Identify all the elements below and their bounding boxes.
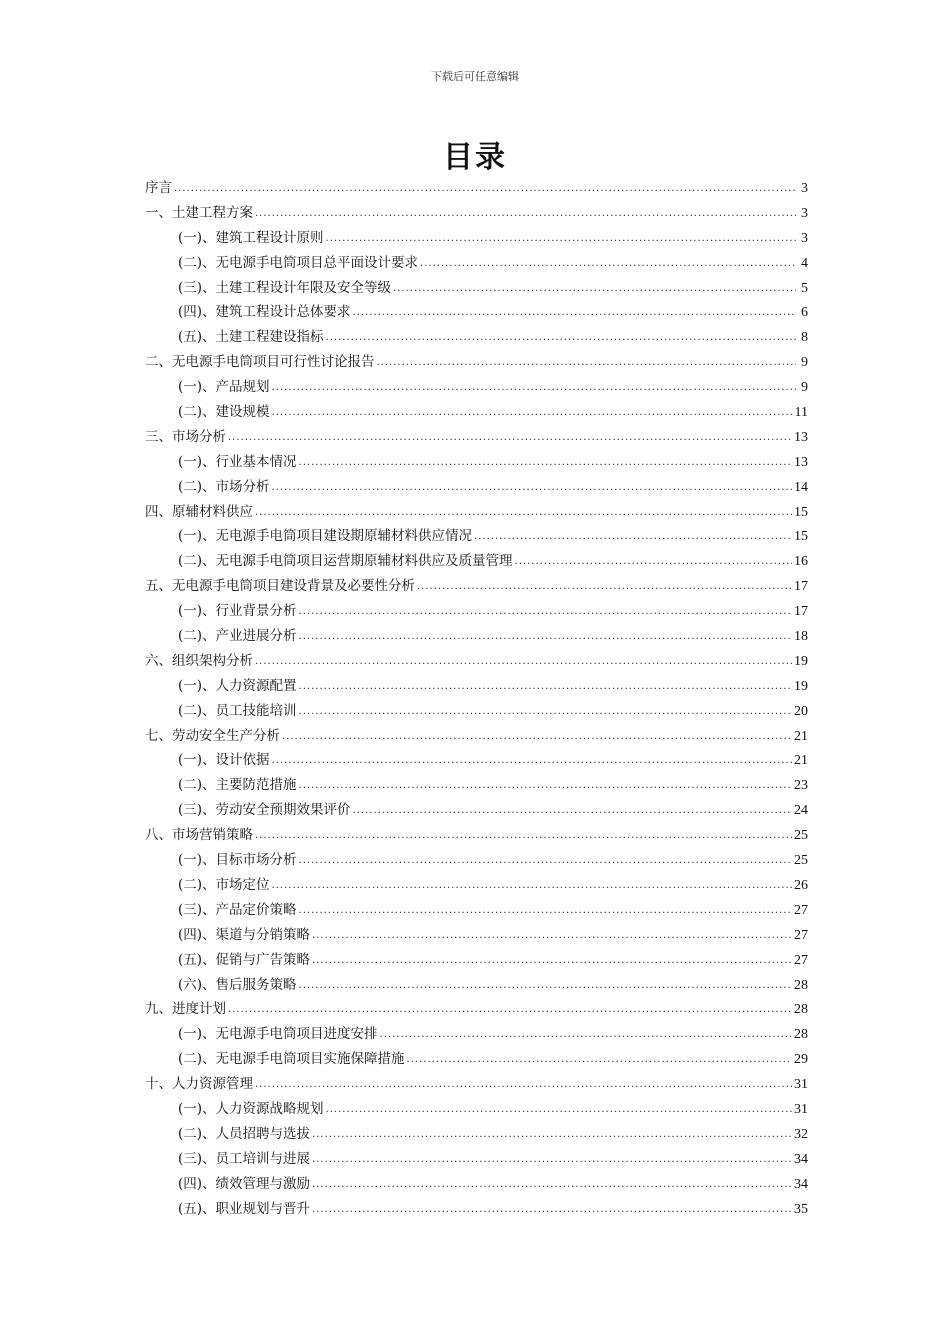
toc-entry-page-number: 27 <box>794 952 808 968</box>
toc-entry-title: (二)、市场定位 <box>178 876 270 893</box>
toc-entry[interactable] <box>145 375 808 400</box>
toc-entry[interactable] <box>145 1122 808 1147</box>
toc-dot-leader <box>299 700 792 725</box>
toc-entry-page-number: 34 <box>794 1176 808 1192</box>
toc-dot-leader <box>272 376 796 401</box>
toc-entry-title: (二)、无电源手电筒项目实施保障措施 <box>178 1051 405 1068</box>
table-of-contents <box>145 176 808 1221</box>
toc-dot-leader <box>299 600 792 625</box>
toc-dot-leader <box>353 799 792 824</box>
toc-dot-leader <box>282 725 792 750</box>
toc-dot-leader <box>299 774 792 799</box>
toc-entry[interactable] <box>145 973 808 998</box>
toc-entry-title: (一)、设计依据 <box>178 752 270 769</box>
toc-entry-page-number: 27 <box>794 902 808 918</box>
toc-entry-page-number: 17 <box>794 579 808 595</box>
toc-entry-title: (二)、人员招聘与选拔 <box>178 1125 311 1142</box>
toc-entry-page-number: 32 <box>794 1126 808 1142</box>
toc-entry[interactable] <box>145 1172 808 1197</box>
toc-dot-leader <box>420 252 796 277</box>
toc-entry-title: (一)、无电源手电筒项目建设期原辅材料供应情况 <box>178 528 473 545</box>
toc-entry-page-number: 14 <box>794 479 808 495</box>
toc-dot-leader <box>393 277 796 302</box>
toc-entry-page-number: 28 <box>794 1002 808 1018</box>
toc-entry[interactable] <box>145 251 808 276</box>
toc-entry-page-number: 13 <box>794 454 808 470</box>
toc-entry-title: (一)、行业基本情况 <box>178 453 297 470</box>
page-header: 下载后可任意编辑 <box>431 70 519 83</box>
toc-dot-leader <box>272 401 793 426</box>
toc-dot-leader <box>417 575 792 600</box>
toc-entry-page-number: 31 <box>794 1077 808 1093</box>
toc-dot-leader <box>312 1173 792 1198</box>
toc-entry[interactable] <box>145 475 808 500</box>
toc-entry[interactable] <box>145 549 808 574</box>
toc-entry-page-number: 8 <box>801 330 808 346</box>
toc-entry-title: (一)、人力资源配置 <box>178 677 297 694</box>
toc-entry-page-number: 31 <box>794 1101 808 1117</box>
toc-dot-leader <box>255 824 792 849</box>
toc-entry[interactable] <box>145 300 808 325</box>
toc-entry-title: 三、市场分析 <box>145 428 226 445</box>
toc-entry-page-number: 28 <box>794 1027 808 1043</box>
toc-entry-page-number: 19 <box>794 653 808 669</box>
toc-entry-title: (四)、渠道与分销策略 <box>178 926 311 943</box>
toc-dot-leader <box>299 625 792 650</box>
toc-entry[interactable] <box>145 599 808 624</box>
toc-entry[interactable] <box>145 674 808 699</box>
toc-entry[interactable] <box>145 873 808 898</box>
toc-entry-title: (一)、目标市场分析 <box>178 852 297 869</box>
toc-entry[interactable] <box>145 1147 808 1172</box>
toc-entry-page-number: 9 <box>801 355 808 371</box>
toc-entry-title: (一)、人力资源战略规划 <box>178 1100 324 1117</box>
toc-entry[interactable] <box>145 276 808 301</box>
toc-entry-title: 二、无电源手电筒项目可行性讨论报告 <box>145 354 375 371</box>
toc-entry-page-number: 6 <box>801 305 808 321</box>
toc-dot-leader <box>312 949 792 974</box>
toc-dot-leader <box>272 476 792 501</box>
toc-dot-leader <box>255 202 796 227</box>
toc-entry-page-number: 34 <box>794 1151 808 1167</box>
toc-entry-page-number: 17 <box>794 604 808 620</box>
toc-entry[interactable] <box>145 176 808 201</box>
toc-entry-page-number: 21 <box>794 728 808 744</box>
toc-entry-page-number: 3 <box>801 205 808 221</box>
toc-entry[interactable] <box>145 923 808 948</box>
toc-entry-page-number: 19 <box>794 678 808 694</box>
toc-entry-page-number: 27 <box>794 927 808 943</box>
toc-entry-page-number: 13 <box>794 429 808 445</box>
toc-dot-leader <box>255 650 792 675</box>
toc-entry[interactable] <box>145 773 808 798</box>
toc-entry-page-number: 29 <box>794 1052 808 1068</box>
toc-entry[interactable] <box>145 649 808 674</box>
toc-entry-title: 八、市场营销策略 <box>145 827 253 844</box>
toc-entry-page-number: 26 <box>794 877 808 893</box>
toc-entry-page-number: 11 <box>794 405 808 421</box>
toc-dot-leader <box>299 675 792 700</box>
toc-entry-page-number: 20 <box>794 703 808 719</box>
toc-dot-leader <box>312 1198 792 1223</box>
toc-entry[interactable] <box>145 350 808 375</box>
toc-entry-page-number: 3 <box>801 181 808 196</box>
toc-dot-leader <box>312 1148 792 1173</box>
toc-entry-title: (四)、绩效管理与激励 <box>178 1175 311 1192</box>
toc-entry-page-number: 35 <box>794 1201 808 1217</box>
toc-dot-leader <box>255 1073 792 1098</box>
toc-entry[interactable] <box>145 624 808 649</box>
toc-entry-title: (一)、产品规划 <box>178 379 270 396</box>
toc-entry-title: 十、人力资源管理 <box>145 1076 253 1093</box>
toc-entry-title: (五)、促销与广告策略 <box>178 951 311 968</box>
toc-dot-leader <box>228 426 792 451</box>
toc-entry-title: 九、进度计划 <box>145 1001 226 1018</box>
toc-entry-title: (三)、产品定价策略 <box>178 901 297 918</box>
toc-entry[interactable] <box>145 226 808 251</box>
toc-dot-leader <box>377 351 797 376</box>
toc-dot-leader <box>515 550 792 575</box>
toc-dot-leader <box>312 924 792 949</box>
toc-dot-leader <box>326 326 796 351</box>
toc-entry-page-number: 28 <box>794 977 808 993</box>
toc-dot-leader <box>380 1023 792 1048</box>
toc-dot-leader <box>326 1098 792 1123</box>
toc-entry[interactable] <box>145 1072 808 1097</box>
toc-dot-leader <box>474 525 792 550</box>
toc-entry-title: 一、土建工程方案 <box>145 204 253 221</box>
toc-dot-leader <box>228 998 792 1023</box>
toc-dot-leader <box>407 1048 792 1073</box>
toc-entry[interactable] <box>145 201 808 226</box>
toc-entry-title: (五)、职业规划与晋升 <box>178 1200 311 1217</box>
toc-dot-leader <box>255 501 792 526</box>
toc-entry-page-number: 25 <box>794 828 808 844</box>
toc-entry-title: (三)、土建工程设计年限及安全等级 <box>178 279 392 296</box>
toc-entry[interactable] <box>145 1047 808 1072</box>
toc-dot-leader <box>299 974 792 999</box>
toc-entry[interactable] <box>145 699 808 724</box>
toc-entry[interactable] <box>145 450 808 475</box>
toc-entry-title: (二)、建设规模 <box>178 404 270 421</box>
toc-entry[interactable] <box>145 425 808 450</box>
toc-entry[interactable] <box>145 898 808 923</box>
toc-entry-page-number: 15 <box>794 529 808 545</box>
toc-dot-leader <box>299 451 792 476</box>
toc-entry-title: (一)、无电源手电筒项目进度安排 <box>178 1026 378 1043</box>
toc-entry-page-number: 5 <box>801 280 808 296</box>
toc-dot-leader <box>353 301 796 326</box>
toc-entry-page-number: 4 <box>801 255 808 271</box>
toc-entry-title: (二)、产业进展分析 <box>178 628 297 645</box>
toc-entry-title: (二)、市场分析 <box>178 478 270 495</box>
toc-entry[interactable] <box>145 1197 808 1222</box>
toc-entry[interactable] <box>145 1022 808 1047</box>
toc-entry-title: 五、无电源手电筒项目建设背景及必要性分析 <box>145 578 415 595</box>
toc-dot-leader <box>312 1123 792 1148</box>
toc-entry-page-number: 9 <box>801 380 808 396</box>
toc-entry[interactable] <box>145 948 808 973</box>
toc-entry-title: (五)、土建工程建设指标 <box>178 329 324 346</box>
toc-entry-title: (二)、主要防范措施 <box>178 777 297 794</box>
toc-entry[interactable] <box>145 748 808 773</box>
toc-entry-title: (三)、劳动安全预期效果评价 <box>178 802 351 819</box>
toc-entry-title: (二)、员工技能培训 <box>178 702 297 719</box>
toc-entry[interactable] <box>145 848 808 873</box>
toc-entry-page-number: 18 <box>794 629 808 645</box>
toc-entry-page-number: 25 <box>794 853 808 869</box>
toc-dot-leader <box>326 227 796 252</box>
toc-entry-title: 六、组织架构分析 <box>145 652 253 669</box>
toc-entry-title: (二)、无电源手电筒项目运营期原辅材料供应及质量管理 <box>178 553 513 570</box>
toc-entry-page-number: 16 <box>794 554 808 570</box>
toc-entry[interactable] <box>145 823 808 848</box>
toc-entry-page-number: 15 <box>794 504 808 520</box>
toc-dot-leader <box>299 899 792 924</box>
toc-dot-leader <box>272 749 792 774</box>
toc-entry-title: (六)、售后服务策略 <box>178 976 297 993</box>
toc-entry[interactable] <box>145 500 808 525</box>
toc-entry[interactable] <box>145 798 808 823</box>
toc-entry[interactable] <box>145 325 808 350</box>
toc-entry-page-number: 23 <box>794 778 808 794</box>
toc-entry-page-number: 21 <box>794 753 808 769</box>
toc-entry-title: (一)、行业背景分析 <box>178 603 297 620</box>
toc-title: 目录 <box>443 140 507 175</box>
toc-entry[interactable] <box>145 724 808 749</box>
toc-entry-title: (三)、员工培训与进展 <box>178 1150 311 1167</box>
toc-dot-leader <box>299 849 792 874</box>
toc-entry-title: (一)、建筑工程设计原则 <box>178 229 324 246</box>
toc-entry-page-number: 3 <box>801 230 808 246</box>
toc-entry[interactable] <box>145 997 808 1022</box>
toc-entry-page-number: 24 <box>794 803 808 819</box>
toc-dot-leader <box>272 874 792 899</box>
toc-entry-title: 序言 <box>145 180 172 196</box>
toc-entry[interactable] <box>145 574 808 599</box>
toc-entry-title: (四)、建筑工程设计总体要求 <box>178 304 351 321</box>
toc-entry[interactable] <box>145 400 808 425</box>
toc-entry[interactable] <box>145 1097 808 1122</box>
toc-entry-title: 七、劳动安全生产分析 <box>145 727 280 744</box>
toc-entry[interactable] <box>145 524 808 549</box>
toc-entry-title: 四、原辅材料供应 <box>145 503 253 520</box>
toc-entry-title: (二)、无电源手电筒项目总平面设计要求 <box>178 254 419 271</box>
toc-dot-leader <box>174 177 796 202</box>
